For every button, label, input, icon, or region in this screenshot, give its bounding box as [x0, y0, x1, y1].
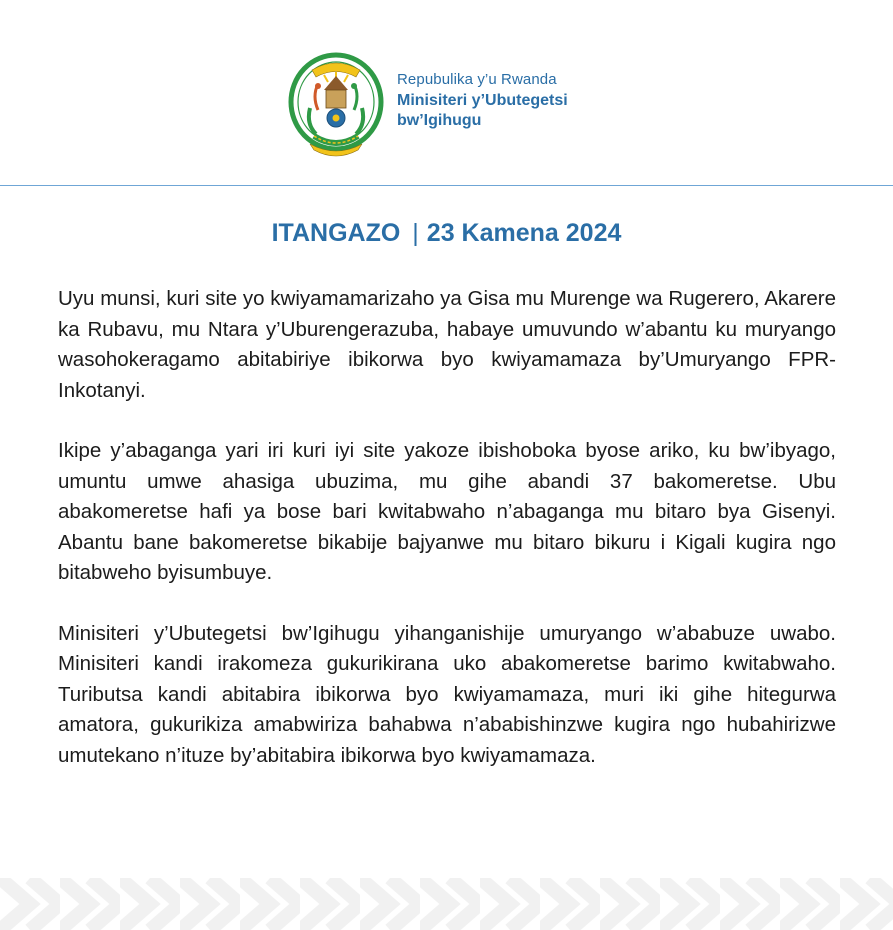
paragraph-2: Ikipe y’abaganga yari iri kuri iyi site yakoze ibishoboka byose ariko, ku bw’ibyago, umuntu umwe ahasiga ubuzima, mu gihe abandi 37 bakomeretse. Ubu abakomeretse hafi ya bose bari kwitabwaho n’abaganga mu bitaro bya Gisenyi. Abantu bane bakomeretse bikabije bajyanwe mu bitaro bikuru i Kigali kugira ngo bitabweho byisumbuye. [58, 439, 836, 584]
ministry-name-block [397, 70, 568, 131]
ministry-name-line2: bw’Igihugu [397, 112, 482, 129]
header-divider [0, 185, 893, 186]
notice-body [58, 284, 836, 801]
notice-date: 23 Kamena 2024 [426, 219, 622, 247]
notice-heading: ITANGAZO [271, 219, 401, 247]
paragraph-3: Minisiteri y’Ubutegetsi bw’Igihugu yihanganishije umuryango w’ababuze uwabo. Minisiteri kandi irakomeza gukurikirana uko abakomeretse barimo kwitabwaho. Tuributsa kandi abitabira ibikorwa byo kwiyamamaza, muri iki gihe hitegurwa amatora, gukurikiza amabwiriza bahabwa n’ababishinzwe kugira ngo hubahirizwe umutekano n’ituze by’abitabira ibikorwa byo kwiyamamaza. [58, 621, 836, 767]
letterhead [0, 0, 893, 186]
paragraph-1: Uyu munsi, kuri site yo kwiyamamarizaho ya Gisa mu Murenge wa Rugerero, Akarere ka Rubavu, mu Ntara y’Uburengerazuba, habaye umuvundo w’abantu ku muryango wasohokeragamo abitabiriye ibikorwa byo kwiyamamaza by’Umuryango FPR-Inkotanyi. [58, 287, 836, 402]
notice-title [0, 216, 893, 250]
country-name: Repubulika y’u Rwanda [397, 71, 557, 88]
title-separator: | [412, 219, 419, 247]
chevron-pattern-icon [0, 878, 893, 930]
rwanda-coat-of-arms-icon [288, 50, 384, 158]
ministry-name-line1: Minisiteri y’Ubutegetsi [397, 92, 568, 109]
